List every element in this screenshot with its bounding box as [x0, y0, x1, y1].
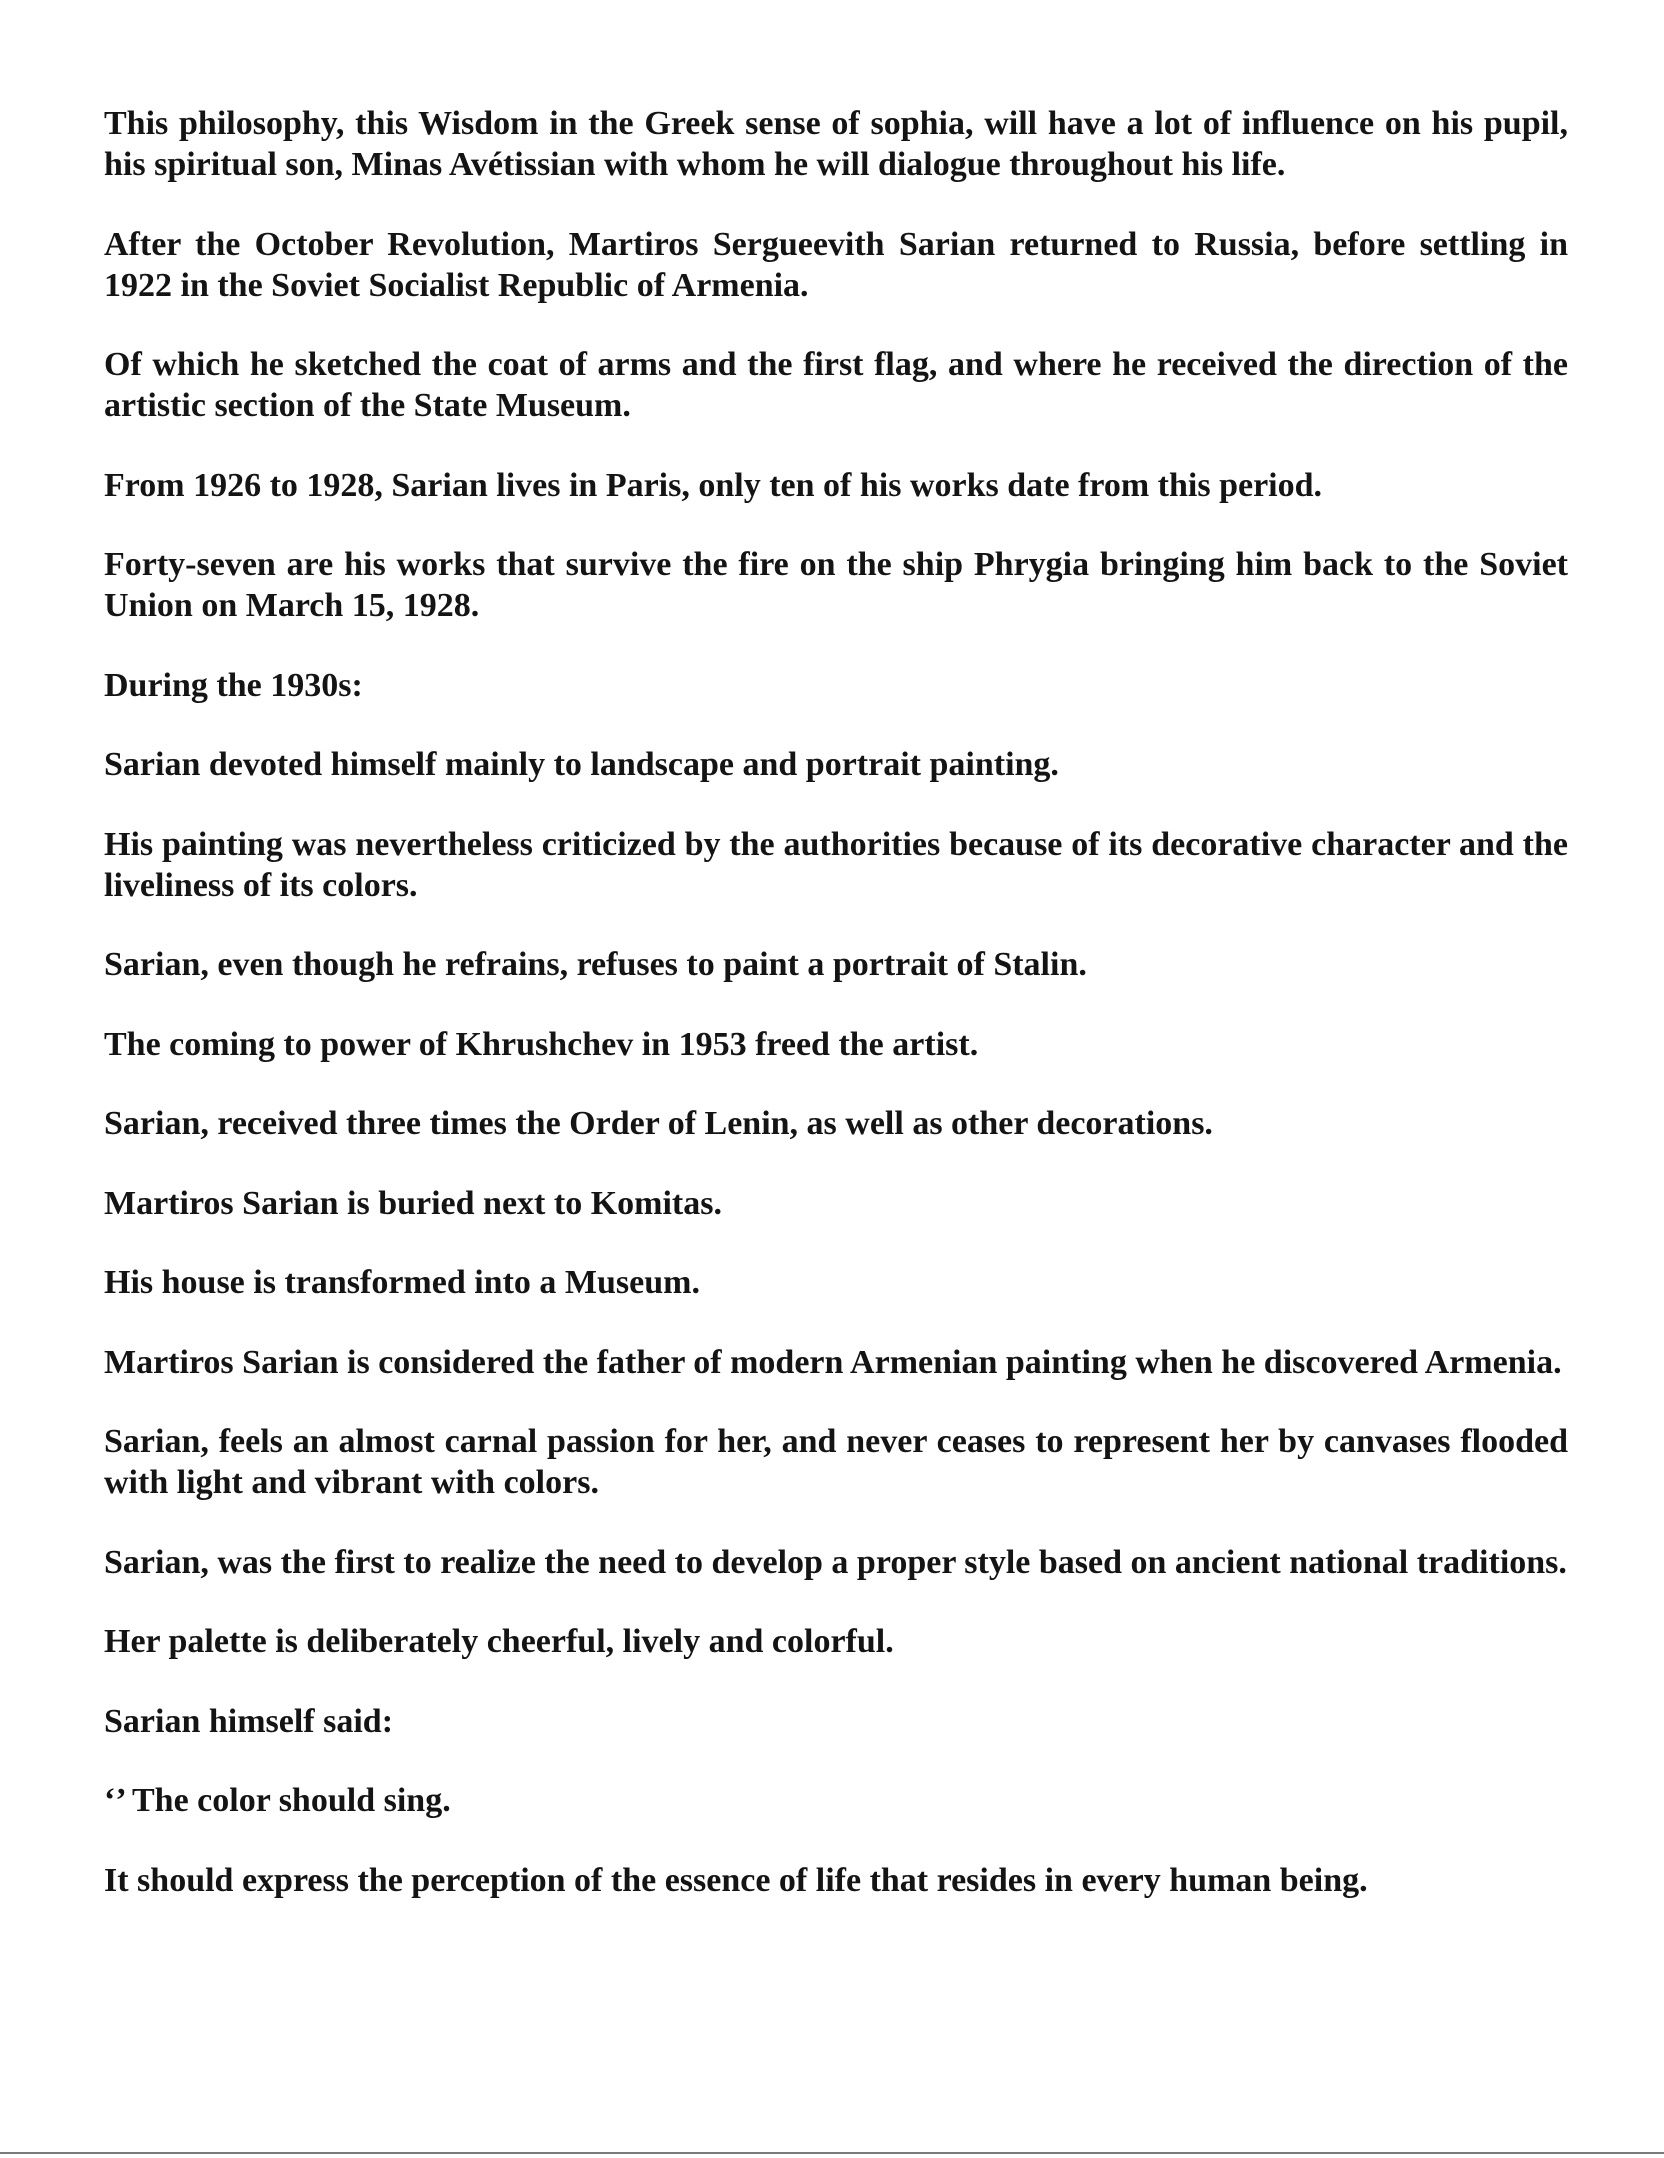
paragraph-landscape-portrait: Sarian devoted himself mainly to landscape and portrait painting.	[104, 746, 1059, 783]
paragraph-buried-komitas: Martiros Sarian is buried next to Komitas.	[104, 1184, 722, 1222]
paragraph-carnal-passion: Sarian, feels an almost carnal passion for her, and never ceases to represent her by canvases flooded with light and vibrant with colors.	[104, 1423, 1568, 1501]
paragraph-wisdom-influence: This philosophy, this Wisdom in the Greek sense of sophia, will have a lot of influence on his pupil, his spiritual son, Minas Avétissian with whom he will dialogue throughout his life.	[104, 105, 1568, 183]
paragraph-paris-period: From 1926 to 1928, Sarian lives in Paris, only ten of his works date from this period.	[104, 466, 1323, 504]
paragraph-phrygia-fire: Forty-seven are his works that survive the fire on the ship Phrygia bringing him back to the Soviet Union on March 15, 1928.	[104, 546, 1568, 624]
paragraph-october-revolution: After the October Revolution, Martiros Sergueevith Sarian returned to Russia, before settling in 1922 in the Soviet Socialist Republic of Armenia.	[104, 225, 1568, 304]
paragraph-palette: Her palette is deliberately cheerful, lively and colorful.	[104, 1623, 894, 1660]
paragraph-sarian-said: Sarian himself said:	[104, 1702, 394, 1740]
paragraph-essence-of-life: It should express the perception of the essence of life that resides in every human being.	[104, 1861, 1368, 1899]
paragraph-criticized: His painting was nevertheless criticized by the authorities because of its decorative character and the liveliness of its colors.	[104, 825, 1568, 904]
paragraph-order-of-lenin: Sarian, received three times the Order of Lenin, as well as other decorations.	[104, 1105, 1213, 1142]
paragraph-1930s-heading: During the 1930s:	[104, 666, 363, 704]
paragraph-khrushchev: The coming to power of Khrushchev in 1953 freed the artist.	[104, 1025, 979, 1063]
paragraph-house-museum: His house is transformed into a Museum.	[104, 1264, 700, 1301]
bottom-rule	[0, 2152, 1664, 2154]
paragraph-national-traditions: Sarian, was the first to realize the need to develop a proper style based on ancient national traditions.	[104, 1543, 1567, 1581]
paragraph-coat-of-arms: Of which he sketched the coat of arms and the first flag, and where he received the direction of the artistic section of the State Museum.	[104, 346, 1568, 424]
paragraph-father-modern-painting: Martiros Sarian is considered the father of modern Armenian painting when he discovered Armenia.	[104, 1343, 1562, 1381]
paragraph-stalin-portrait: Sarian, even though he refrains, refuses to paint a portrait of Stalin.	[104, 946, 1087, 983]
paragraph-color-should-sing: ‘’ The color should sing.	[104, 1782, 451, 1819]
